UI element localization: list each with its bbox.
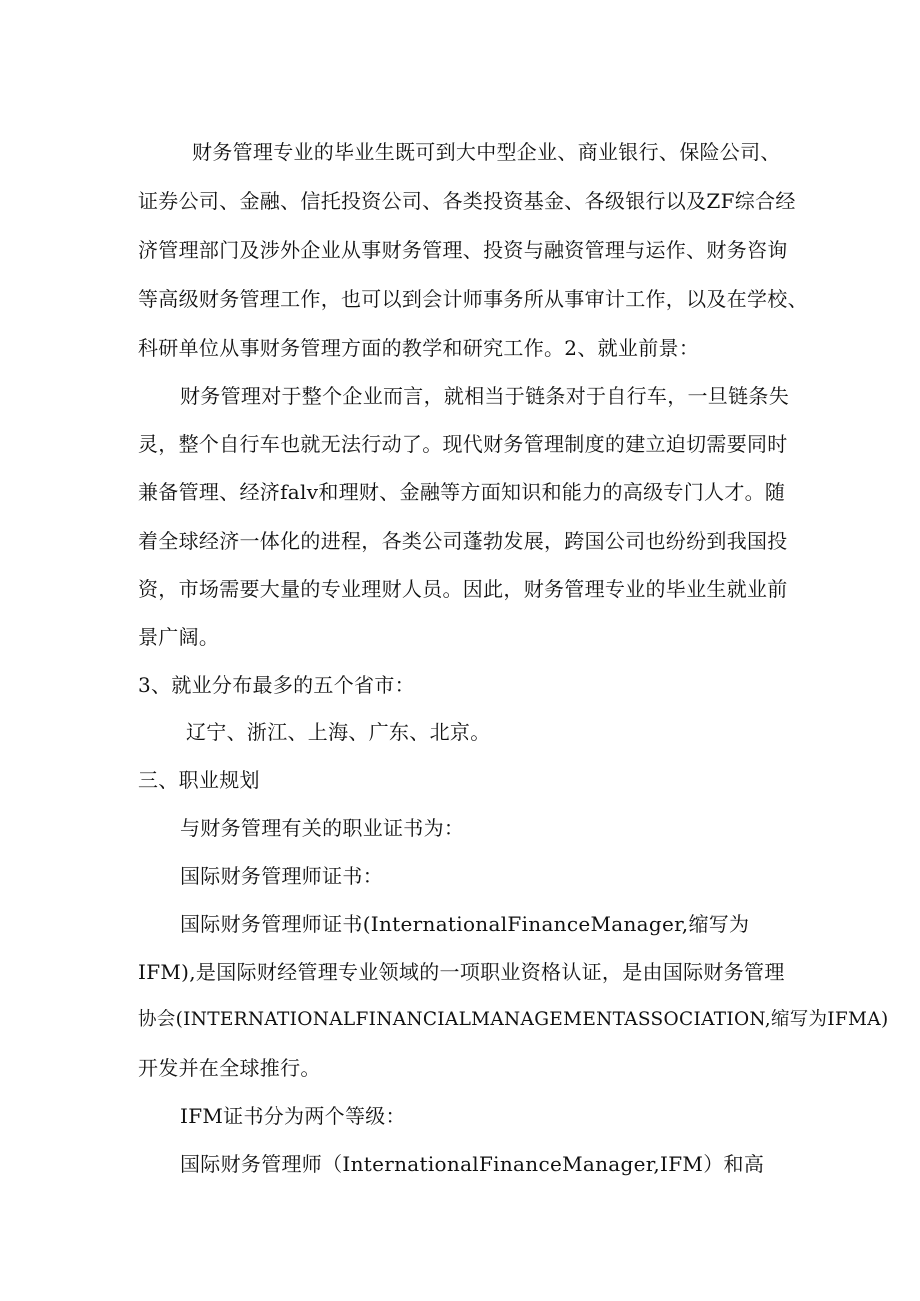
paragraph-line: 资，市场需要大量的专业理财人员。因此，财务管理专业的毕业生就业前 — [138, 577, 788, 601]
paragraph-line: IFM证书分为两个等级： — [180, 1104, 406, 1128]
paragraph-line: 开发并在全球推行。 — [138, 1056, 321, 1080]
paragraph-line: 与财务管理有关的职业证书为： — [180, 816, 465, 840]
paragraph-line: 证券公司、金融、信托投资公司、各类投资基金、各级银行以及ZF综合经 — [138, 189, 796, 213]
paragraph-line: 等高级财务管理工作，也可以到会计师事务所从事审计工作，以及在学校、 — [138, 287, 808, 311]
paragraph-line: 济管理部门及涉外企业从事财务管理、投资与融资管理与运作、财务咨询 — [138, 238, 788, 262]
paragraph-line: 着全球经济一体化的进程，各类公司蓬勃发展，跨国公司也纷纷到我国投 — [138, 529, 788, 553]
paragraph-line: 国际财务管理师证书： — [180, 864, 383, 888]
paragraph-line: 国际财务管理师（InternationalFinanceManager,IFM）和高 — [180, 1152, 765, 1176]
paragraph-line: 科研单位从事财务管理方面的教学和研究工作。2、就业前景： — [138, 336, 700, 360]
paragraph-line: 协会(INTERNATIONALFINANCIALMANAGEMENTASSOCIATION,缩写为IFMA) — [138, 1009, 889, 1030]
paragraph-line: 财务管理对于整个企业而言，就相当于链条对于自行车，一旦链条失 — [180, 384, 789, 408]
paragraph-line: IFM),是国际财经管理专业领域的一项职业资格认证，是由国际财务管理 — [138, 960, 785, 984]
paragraph-line: 财务管理专业的毕业生既可到大中型企业、商业银行、保险公司、 — [192, 140, 781, 164]
section-heading: 3、就业分布最多的五个省市： — [138, 673, 415, 697]
paragraph-line: 兼备管理、经济falv和理财、金融等方面知识和能力的高级专门人才。随 — [138, 480, 786, 504]
paragraph-line: 国际财务管理师证书(InternationalFinanceManager,缩写为 — [180, 912, 750, 936]
paragraph-line: 景广阔。 — [138, 625, 220, 649]
paragraph-line: 灵，整个自行车也就无法行动了。现代财务管理制度的建立迫切需要同时 — [138, 432, 788, 456]
paragraph-line: 辽宁、浙江、上海、广东、北京。 — [186, 720, 491, 744]
section-heading: 三、职业规划 — [138, 768, 260, 792]
